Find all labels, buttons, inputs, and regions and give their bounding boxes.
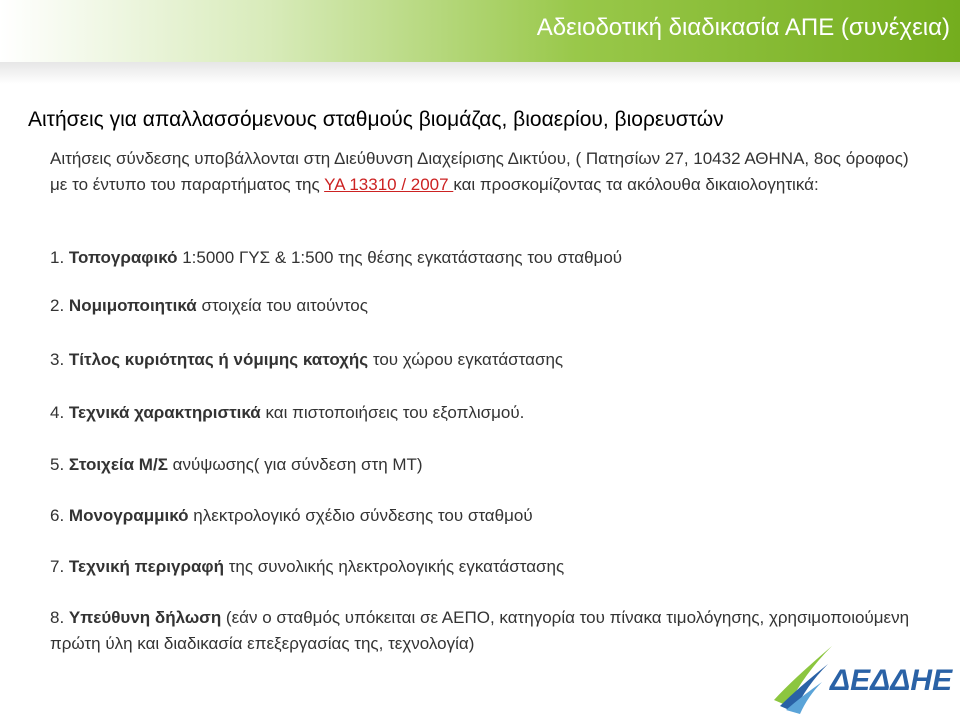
item-text: και πιστοποιήσεις του εξοπλισμού. xyxy=(260,403,525,422)
item-bold: Τεχνική περιγραφή xyxy=(68,557,224,576)
header-shadow xyxy=(0,62,960,84)
item-bold: Τίτλος κυριότητας ή νόμιμης κατοχής xyxy=(68,350,369,369)
intro-paragraph xyxy=(50,146,930,198)
item-bold: Τεχνικά χαρακτηριστικά xyxy=(68,403,261,422)
item-text: στοιχεία του αιτούντος xyxy=(196,296,368,315)
item-bold: Υπεύθυνη δήλωση xyxy=(68,608,222,627)
item-number: 1. xyxy=(50,248,65,267)
item-text: ανύψωσης( για σύνδεση στη ΜΤ) xyxy=(167,455,423,474)
item-number: 6. xyxy=(50,506,65,525)
item-text: (εάν ο σταθμός υπόκειται σε ΑΕΠΟ, κατηγορία του πίνακα τιμολόγησης, χρησιμοποιούμενη πρώτη ύλη και διαδικασία επεξεργασίας της, τεχνολογία) xyxy=(50,608,910,653)
section-heading: Αιτήσεις για απαλλασσόμενους σταθμούς βιομάζας, βιοαερίου, βιορευστών xyxy=(28,108,724,131)
item-number: 3. xyxy=(50,350,65,369)
item-text: ηλεκτρολογικό σχέδιο σύνδεσης του σταθμού xyxy=(188,506,533,525)
item-bold: Νομιμοποιητικά xyxy=(68,296,197,315)
regulation-link[interactable]: ΥΑ 13310 / 2007 xyxy=(324,175,454,194)
item-text: της συνολικής ηλεκτρολογικής εγκατάστασης xyxy=(223,557,565,576)
item-number: 8. xyxy=(50,608,65,627)
item-number: 7. xyxy=(50,557,65,576)
item-number: 2. xyxy=(50,296,65,315)
intro-text-1: Αιτήσεις σύνδεσης υποβάλλονται στη Διεύθυνση Διαχείρισης Δικτύου, ( Πατησίων 27, 10432 ΑΘΗΝΑ, 8ος όροφος) με το έντυπο του παραρτήματος της xyxy=(50,149,909,194)
item-text: 1:5000 ΓΥΣ & 1:500 της θέσης εγκατάστασης του σταθμού xyxy=(177,248,623,267)
item-text: του χώρου εγκατάστασης xyxy=(368,350,564,369)
item-bold: Τοπογραφικό xyxy=(68,248,178,267)
item-bold: Μονογραμμικό xyxy=(68,506,189,525)
header-banner xyxy=(0,0,960,62)
list-item xyxy=(50,503,533,529)
slide-title: Αδειοδοτική διαδικασία ΑΠΕ (συνέχεια) xyxy=(536,14,950,41)
list-item xyxy=(50,554,564,580)
list-item xyxy=(50,400,524,426)
item-number: 5. xyxy=(50,455,65,474)
intro-text-2: και προσκομίζοντας τα ακόλουθα δικαιολογητικά: xyxy=(453,175,819,194)
item-number: 4. xyxy=(50,403,65,422)
list-item xyxy=(50,245,622,271)
list-item xyxy=(50,452,423,478)
list-item xyxy=(50,293,368,319)
list-item xyxy=(50,347,563,373)
company-logo xyxy=(770,640,955,715)
item-bold: Στοιχεία Μ/Σ xyxy=(68,455,168,474)
logo-text: ΔΕΔΔΗΕ xyxy=(830,664,953,697)
